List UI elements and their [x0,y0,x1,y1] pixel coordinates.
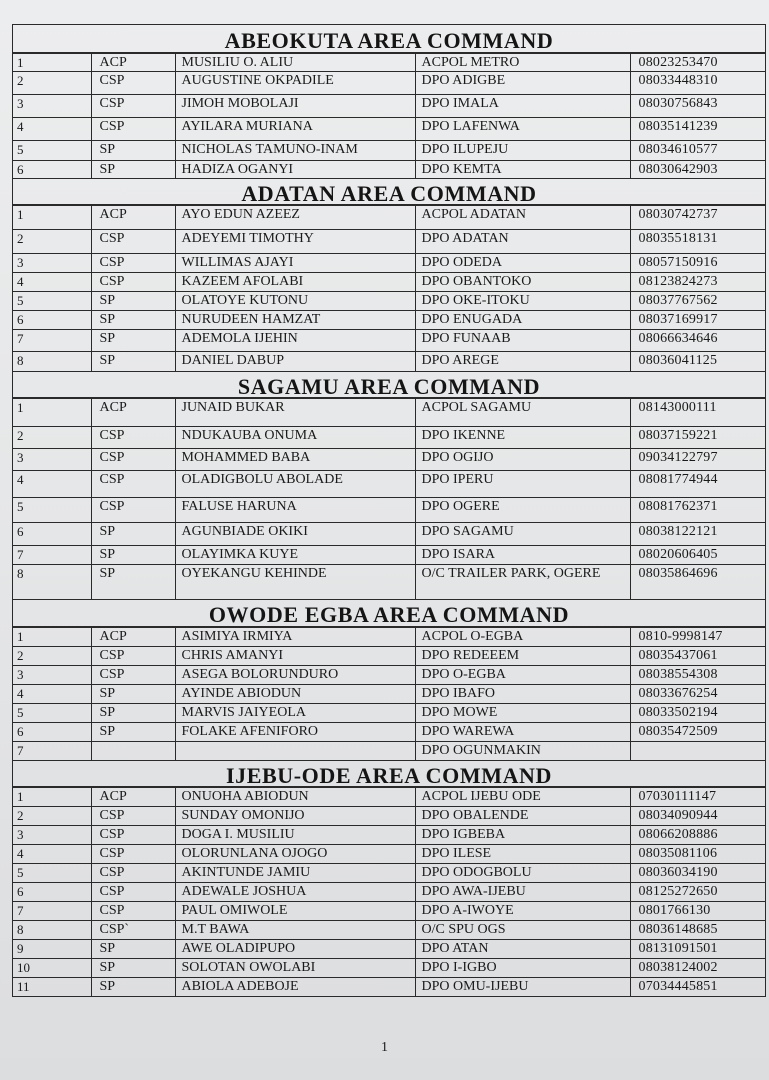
phone-number-cell: 08034090944 [630,807,765,826]
rank-cell: ACP [91,399,175,427]
serial-number-cell: 4 [13,685,91,704]
table-row [13,206,765,230]
table-row [13,72,765,95]
officer-name-cell: OLADIGBOLU ABOLADE [175,471,415,498]
serial-number-cell: 6 [13,523,91,546]
rank-cell: SP [91,978,175,997]
officer-name-cell: KAZEEM AFOLABI [175,273,415,292]
post-cell: DPO I-IGBO [415,959,630,978]
phone-number-cell: 08123824273 [630,273,765,292]
post-cell: ACPOL SAGAMU [415,399,630,427]
phone-number-cell: 08036041125 [630,352,765,372]
rank-cell: CSP [91,72,175,95]
phone-number-cell: 08057150916 [630,254,765,273]
rank-cell: CSP [91,902,175,921]
officer-name-cell: ASIMIYA IRMIYA [175,628,415,647]
post-cell: DPO LAFENWA [415,118,630,141]
section-title: ADATAN AREA COMMAND [13,179,765,205]
rank-cell: SP [91,330,175,352]
serial-number-cell: 3 [13,95,91,118]
officer-name-cell: AYINDE ABIODUN [175,685,415,704]
officer-name-cell: AUGUSTINE OKPADILE [175,72,415,95]
phone-number-cell: 08125272650 [630,883,765,902]
officer-name-cell: OYEKANGU KEHINDE [175,565,415,600]
officer-name-cell: AWE OLADIPUPO [175,940,415,959]
table-row [13,902,765,921]
table-row [13,311,765,330]
rank-cell: ACP [91,628,175,647]
post-cell: DPO ODEDA [415,254,630,273]
phone-number-cell: 08035141239 [630,118,765,141]
serial-number-cell: 2 [13,427,91,449]
table-row [13,666,765,685]
phone-number-cell [630,742,765,761]
section-title: SAGAMU AREA COMMAND [13,372,765,398]
table-row [13,161,765,179]
phone-number-cell: 08143000111 [630,399,765,427]
rank-cell [91,742,175,761]
post-cell: DPO ATAN [415,940,630,959]
post-cell: O/C TRAILER PARK, OGERE [415,565,630,600]
rank-cell: ACP [91,54,175,72]
rank-cell: SP [91,723,175,742]
phone-number-cell: 08036148685 [630,921,765,940]
serial-number-cell: 10 [13,959,91,978]
table-row [13,449,765,471]
officers-table [13,398,765,600]
officer-name-cell: OLATOYE KUTONU [175,292,415,311]
rank-cell: SP [91,311,175,330]
rank-cell: SP [91,704,175,723]
table-row [13,742,765,761]
officer-name-cell: WILLIMAS AJAYI [175,254,415,273]
rank-cell: SP [91,959,175,978]
post-cell: DPO O-EGBA [415,666,630,685]
phone-number-cell: 08023253470 [630,54,765,72]
post-cell: ACPOL IJEBU ODE [415,788,630,807]
phone-number-cell: 08033502194 [630,704,765,723]
rank-cell: CSP [91,449,175,471]
officer-name-cell: DOGA I. MUSILIU [175,826,415,845]
post-cell: DPO KEMTA [415,161,630,179]
table-row [13,118,765,141]
table-row [13,565,765,600]
serial-number-cell: 3 [13,666,91,685]
officer-name-cell: ADEYEMI TIMOTHY [175,230,415,254]
officers-table [13,627,765,761]
phone-number-cell: 08038122121 [630,523,765,546]
post-cell: DPO OKE-ITOKU [415,292,630,311]
section-title: IJEBU-ODE AREA COMMAND [13,761,765,787]
table-row [13,628,765,647]
table-row [13,788,765,807]
rank-cell: CSP [91,666,175,685]
phone-number-cell: 08081762371 [630,498,765,523]
serial-number-cell: 1 [13,206,91,230]
serial-number-cell: 3 [13,449,91,471]
table-row [13,292,765,311]
table-row [13,330,765,352]
officer-name-cell: NICHOLAS TAMUNO-INAM [175,141,415,161]
serial-number-cell: 4 [13,845,91,864]
post-cell: DPO IGBEBA [415,826,630,845]
phone-number-cell: 08020606405 [630,546,765,565]
phone-number-cell: 08033448310 [630,72,765,95]
rank-cell: CSP [91,95,175,118]
post-cell: DPO WAREWA [415,723,630,742]
serial-number-cell: 5 [13,141,91,161]
serial-number-cell: 3 [13,826,91,845]
phone-number-cell: 08035437061 [630,647,765,666]
serial-number-cell: 7 [13,330,91,352]
phone-number-cell: 0810-9998147 [630,628,765,647]
post-cell: DPO ADATAN [415,230,630,254]
serial-number-cell: 9 [13,940,91,959]
phone-number-cell: 07030111147 [630,788,765,807]
table-row [13,498,765,523]
rank-cell: SP [91,141,175,161]
post-cell: DPO OGIJO [415,449,630,471]
officer-name-cell: MARVIS JAIYEOLA [175,704,415,723]
section-title: OWODE EGBA AREA COMMAND [13,600,765,627]
officer-name-cell: PAUL OMIWOLE [175,902,415,921]
rank-cell: CSP [91,471,175,498]
serial-number-cell: 2 [13,72,91,95]
serial-number-cell: 2 [13,230,91,254]
phone-number-cell: 08036034190 [630,864,765,883]
serial-number-cell: 7 [13,742,91,761]
rank-cell: CSP [91,826,175,845]
rank-cell: CSP [91,273,175,292]
phone-number-cell: 08131091501 [630,940,765,959]
table-row [13,399,765,427]
post-cell: DPO ISARA [415,546,630,565]
officer-name-cell: ADEWALE JOSHUA [175,883,415,902]
officer-name-cell: OLORUNLANA OJOGO [175,845,415,864]
serial-number-cell: 1 [13,54,91,72]
phone-number-cell: 08035081106 [630,845,765,864]
serial-number-cell: 1 [13,399,91,427]
post-cell: DPO OBANTOKO [415,273,630,292]
phone-number-cell: 08035864696 [630,565,765,600]
table-row [13,54,765,72]
officer-name-cell: SUNDAY OMONIJO [175,807,415,826]
officers-table [13,205,765,372]
officer-name-cell: AYILARA MURIANA [175,118,415,141]
officer-name-cell: AKINTUNDE JAMIU [175,864,415,883]
post-cell: DPO IMALA [415,95,630,118]
table-row [13,230,765,254]
rank-cell: CSP [91,230,175,254]
table-row [13,704,765,723]
rank-cell: SP [91,292,175,311]
table-row [13,845,765,864]
post-cell: DPO MOWE [415,704,630,723]
serial-number-cell: 5 [13,292,91,311]
officer-name-cell: SOLOTAN OWOLABI [175,959,415,978]
rank-cell: CSP [91,845,175,864]
serial-number-cell: 11 [13,978,91,997]
serial-number-cell: 7 [13,546,91,565]
officer-name-cell: M.T BAWA [175,921,415,940]
post-cell: DPO IPERU [415,471,630,498]
post-cell: DPO AREGE [415,352,630,372]
rank-cell: CSP [91,807,175,826]
officer-name-cell: AYO EDUN AZEEZ [175,206,415,230]
serial-number-cell: 6 [13,723,91,742]
phone-number-cell: 08035472509 [630,723,765,742]
post-cell: DPO FUNAAB [415,330,630,352]
table-row [13,523,765,546]
post-cell: DPO A-IWOYE [415,902,630,921]
officer-name-cell: ABIOLA ADEBOJE [175,978,415,997]
post-cell: DPO OGUNMAKIN [415,742,630,761]
post-cell: DPO ADIGBE [415,72,630,95]
officer-name-cell: ASEGA BOLORUNDURO [175,666,415,685]
section-title: ABEOKUTA AREA COMMAND [13,25,765,53]
serial-number-cell: 8 [13,352,91,372]
rank-cell: CSP [91,118,175,141]
phone-number-cell: 08081774944 [630,471,765,498]
rank-cell: CSP` [91,921,175,940]
table-row [13,546,765,565]
serial-number-cell: 4 [13,471,91,498]
serial-number-cell: 4 [13,273,91,292]
officer-name-cell [175,742,415,761]
phone-number-cell: 08066208886 [630,826,765,845]
table-row [13,921,765,940]
table-row [13,471,765,498]
table-row [13,95,765,118]
phone-number-cell: 08037767562 [630,292,765,311]
rank-cell: SP [91,352,175,372]
post-cell: ACPOL O-EGBA [415,628,630,647]
officer-name-cell: FOLAKE AFENIFORO [175,723,415,742]
rank-cell: CSP [91,254,175,273]
post-cell: DPO ENUGADA [415,311,630,330]
post-cell: DPO ILESE [415,845,630,864]
officer-name-cell: NURUDEEN HAMZAT [175,311,415,330]
rank-cell: SP [91,523,175,546]
table-row [13,647,765,666]
officer-name-cell: MOHAMMED BABA [175,449,415,471]
phone-number-cell: 08037159221 [630,427,765,449]
phone-number-cell: 08030742737 [630,206,765,230]
officers-table [13,53,765,179]
post-cell: DPO OMU-IJEBU [415,978,630,997]
serial-number-cell: 7 [13,902,91,921]
page-number: 1 [381,1040,388,1055]
serial-number-cell: 6 [13,883,91,902]
phone-number-cell: 07034445851 [630,978,765,997]
officer-name-cell: ADEMOLA IJEHIN [175,330,415,352]
serial-number-cell: 1 [13,628,91,647]
table-row [13,959,765,978]
table-row [13,940,765,959]
rank-cell: ACP [91,788,175,807]
phone-number-cell: 08038554308 [630,666,765,685]
post-cell: DPO REDEEEM [415,647,630,666]
rank-cell: CSP [91,647,175,666]
rank-cell: SP [91,685,175,704]
rank-cell: SP [91,940,175,959]
rank-cell: SP [91,565,175,600]
post-cell: DPO OBALENDE [415,807,630,826]
officer-name-cell: JUNAID BUKAR [175,399,415,427]
table-row [13,807,765,826]
serial-number-cell: 4 [13,118,91,141]
rank-cell: CSP [91,427,175,449]
post-cell: DPO IKENNE [415,427,630,449]
table-row [13,978,765,997]
officers-table [13,787,765,997]
serial-number-cell: 3 [13,254,91,273]
phone-number-cell: 08066634646 [630,330,765,352]
post-cell: DPO IBAFO [415,685,630,704]
officer-name-cell: CHRIS AMANYI [175,647,415,666]
table-row [13,723,765,742]
phone-number-cell: 08037169917 [630,311,765,330]
serial-number-cell: 5 [13,864,91,883]
serial-number-cell: 8 [13,565,91,600]
post-cell: DPO ODOGBOLU [415,864,630,883]
table-row [13,427,765,449]
phone-number-cell: 08033676254 [630,685,765,704]
officer-name-cell: MUSILIU O. ALIU [175,54,415,72]
post-cell: ACPOL ADATAN [415,206,630,230]
rank-cell: CSP [91,883,175,902]
serial-number-cell: 2 [13,807,91,826]
phone-number-cell: 08030642903 [630,161,765,179]
table-row [13,685,765,704]
phone-number-cell: 08035518131 [630,230,765,254]
officer-name-cell: OLAYIMKA KUYE [175,546,415,565]
serial-number-cell: 1 [13,788,91,807]
phone-number-cell: 08038124002 [630,959,765,978]
table-row [13,141,765,161]
post-cell: DPO SAGAMU [415,523,630,546]
post-cell: DPO AWA-IJEBU [415,883,630,902]
serial-number-cell: 5 [13,704,91,723]
officer-name-cell: HADIZA OGANYI [175,161,415,179]
officer-name-cell: JIMOH MOBOLAJI [175,95,415,118]
officer-name-cell: NDUKAUBA ONUMA [175,427,415,449]
serial-number-cell: 6 [13,161,91,179]
rank-cell: SP [91,546,175,565]
serial-number-cell: 2 [13,647,91,666]
serial-number-cell: 5 [13,498,91,523]
post-cell: ACPOL METRO [415,54,630,72]
phone-number-cell: 08034610577 [630,141,765,161]
table-row [13,826,765,845]
table-row [13,352,765,372]
rank-cell: CSP [91,498,175,523]
serial-number-cell: 6 [13,311,91,330]
officer-name-cell: AGUNBIADE OKIKI [175,523,415,546]
phone-number-cell: 0801766130 [630,902,765,921]
officer-name-cell: ONUOHA ABIODUN [175,788,415,807]
rank-cell: SP [91,161,175,179]
phone-number-cell: 09034122797 [630,449,765,471]
officer-name-cell: DANIEL DABUP [175,352,415,372]
officers-table-sheet [12,24,766,997]
table-row [13,254,765,273]
officer-name-cell: FALUSE HARUNA [175,498,415,523]
table-row [13,883,765,902]
table-row [13,864,765,883]
phone-number-cell: 08030756843 [630,95,765,118]
rank-cell: ACP [91,206,175,230]
serial-number-cell: 8 [13,921,91,940]
post-cell: O/C SPU OGS [415,921,630,940]
table-row [13,273,765,292]
post-cell: DPO ILUPEJU [415,141,630,161]
post-cell: DPO OGERE [415,498,630,523]
rank-cell: CSP [91,864,175,883]
